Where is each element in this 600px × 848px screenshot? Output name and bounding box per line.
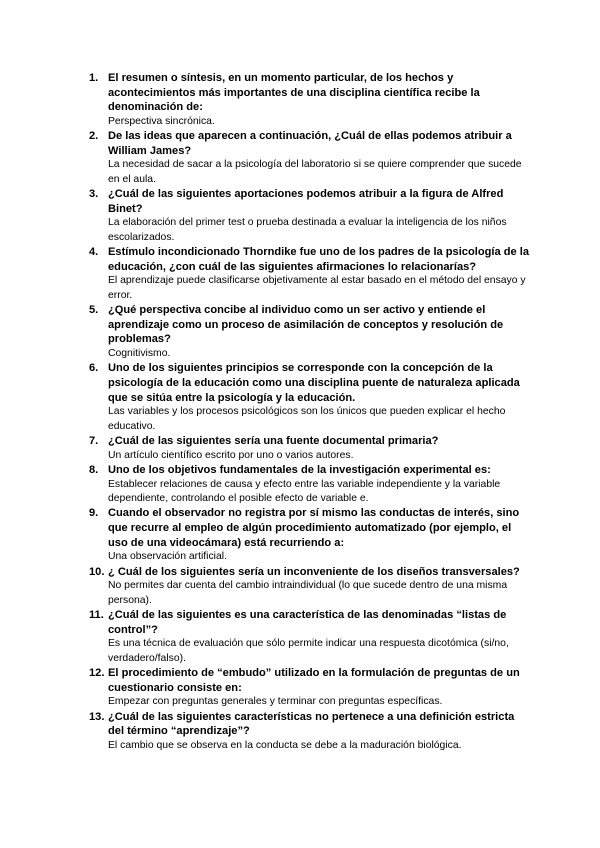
question-text: El procedimiento de “embudo” utilizado en la formulación de preguntas de un cuestionario consiste en: xyxy=(108,666,520,694)
answer-text: Establecer relaciones de causa y efecto entre las variable independiente y la variable dependiente, controlando el posible efecto de variable e. xyxy=(108,478,501,504)
answer-text: Las variables y los procesos psicológicos son los únicos que pueden explicar el hecho educativo. xyxy=(108,406,506,432)
answer-text: El aprendizaje puede clasificarse objetivamente al estar basado en el método del ensayo y error. xyxy=(108,275,526,301)
question-number: 13. xyxy=(89,710,105,723)
question-item xyxy=(89,666,529,710)
answer-text: No permites dar cuenta del cambio intraindividual (lo que sucede dentro de una misma persona). xyxy=(108,580,508,606)
question-item xyxy=(89,506,529,564)
question-number: 6. xyxy=(89,362,99,375)
question-number: 9. xyxy=(89,507,99,520)
question-number: 12. xyxy=(89,666,105,679)
question-item xyxy=(89,71,529,129)
question-text: Estímulo incondicionado Thorndike fue uno de los padres de la psicología de la educación, ¿con cuál de las siguientes afirmaciones lo relacionarías? xyxy=(108,246,530,273)
question-number: 2. xyxy=(89,130,99,143)
answer-text: Es una técnica de evaluación que sólo permite indicar una respuesta dicotómica (si/no, verdadero/falso). xyxy=(108,638,509,664)
question-text: El resumen o síntesis, en un momento particular, de los hechos y acontecimientos más importantes de una disciplina científica recibe la denominación de: xyxy=(108,72,480,114)
question-item xyxy=(89,129,529,187)
question-item xyxy=(89,434,529,463)
question-text: Cuando el observador no registra por sí mismo las conductas de interés, sino que recurre al empleo de algún procedimiento automatizado (por ejemplo, el uso de una videocámara) está recurriendo a: xyxy=(108,507,520,549)
question-list xyxy=(89,71,529,753)
answer-text: El cambio que se observa en la conducta se debe a la maduración biológica. xyxy=(108,739,462,751)
question-number: 11. xyxy=(89,608,104,621)
question-item xyxy=(89,361,529,434)
question-number: 10. xyxy=(89,565,105,578)
question-number: 4. xyxy=(89,246,99,259)
question-item xyxy=(89,565,529,608)
question-text: Uno de los siguientes principios se corresponde con la concepción de la psicología de la educación como una disciplina puente de naturaleza aplicada que se sitúa entre la psicología y la educación. xyxy=(108,362,520,404)
answer-text: Cognitivismo. xyxy=(108,347,171,359)
question-text: ¿Qué perspectiva concibe al individuo como un ser activo y entiende el aprendizaje como un proceso de asimilación de conceptos y resolución de problemas? xyxy=(108,304,504,346)
question-item xyxy=(89,187,529,245)
question-number: 5. xyxy=(89,304,99,317)
question-text: ¿Cuál de las siguientes es una característica de las denominadas “listas de control”? xyxy=(108,608,507,636)
answer-text: La elaboración del primer test o prueba destinada a evaluar la inteligencia de los niños escolarizados. xyxy=(108,217,507,243)
question-number: 7. xyxy=(89,434,99,447)
question-number: 8. xyxy=(89,463,99,476)
question-text: ¿Cuál de las siguientes sería una fuente documental primaria? xyxy=(108,434,439,447)
question-number: 1. xyxy=(89,72,99,84)
question-text: Uno de los objetivos fundamentales de la investigación experimental es: xyxy=(108,463,491,476)
question-text: ¿Cuál de las siguientes aportaciones podemos atribuir a la figura de Alfred Binet? xyxy=(108,188,504,215)
question-item xyxy=(89,245,529,303)
question-item xyxy=(89,463,529,506)
question-number: 3. xyxy=(89,188,99,201)
answer-text: Empezar con preguntas generales y terminar con preguntas específicas. xyxy=(108,696,443,708)
question-text: ¿ Cuál de los siguientes sería un inconveniente de los diseños transversales? xyxy=(108,565,520,578)
answer-text: Un artículo científico escrito por uno o varios autores. xyxy=(108,449,354,461)
answer-text: Perspectiva sincrónica. xyxy=(108,115,215,127)
question-item xyxy=(89,303,529,361)
question-text: De las ideas que aparecen a continuación, ¿Cuál de ellas podemos atribuir a William James? xyxy=(108,130,512,157)
answer-text: Una observación artificial. xyxy=(108,551,227,563)
question-item xyxy=(89,608,529,666)
question-item xyxy=(89,710,529,754)
answer-text: La necesidad de sacar a la psicología del laboratorio si se quiere comprender que sucede en el aula. xyxy=(108,159,522,185)
question-text: ¿Cuál de las siguientes características no pertenece a una definición estricta del término “aprendizaje”? xyxy=(108,710,515,738)
